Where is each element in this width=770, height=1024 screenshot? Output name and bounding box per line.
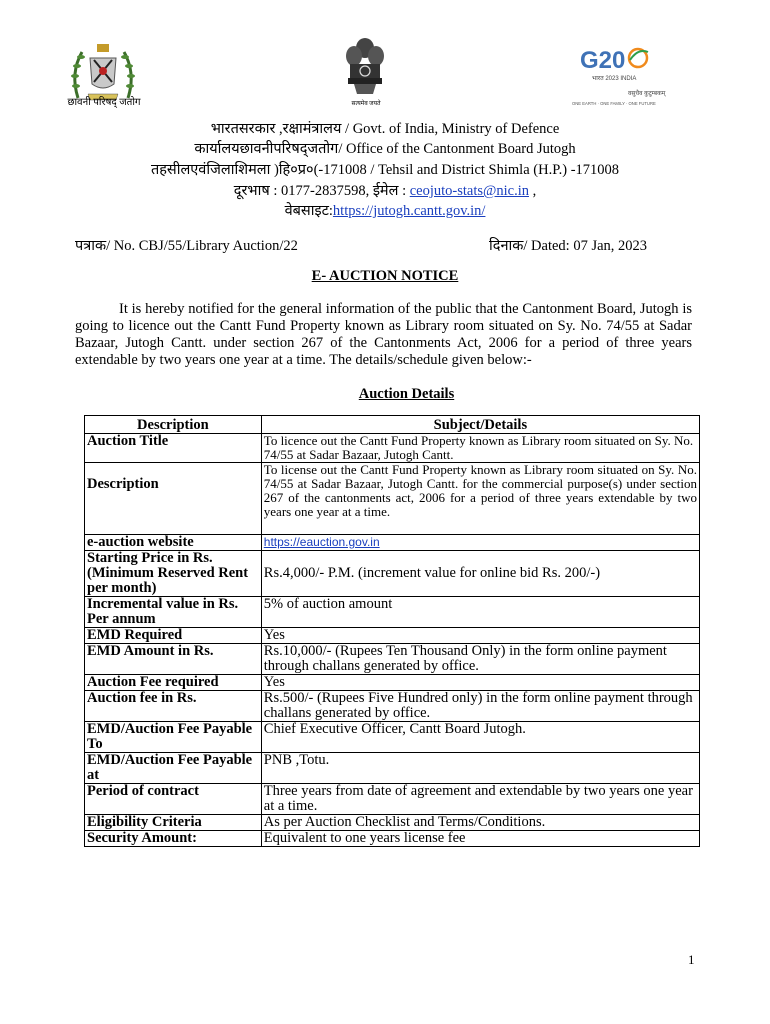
table-header-description: Description (85, 416, 262, 434)
page-number: 1 (688, 952, 695, 967)
intro-paragraph: It is hereby notified for the general information of the public that the Cantonment Board, Jutogh is going to licence out the Cantt Fund Property known as Library room situated on Sy. No. 74/55 at Sadar Bazaar, Jutogh Cantt. under section 267 of the Cantonments Act, 2006 for a period of three years extendable by two years one year at a time. The details/schedule given below:- (75, 301, 692, 368)
header-contact (0, 183, 770, 200)
row-value: To license out the Cantt Fund Property known as Library room situated on Sy. No. 74/55 at Sadar Bazaar, Jutogh Cantt. for the commercial purpose(s) under section 267 of the cantonments act, 2006 for a period of three years extendable by two years one year at a time. (261, 463, 699, 535)
table-row (85, 644, 700, 675)
table-row (85, 434, 700, 463)
g20-logo (570, 38, 685, 110)
g20-text: G20 (580, 47, 626, 74)
row-value (261, 535, 699, 551)
row-value: Three years from date of agreement and extendable by two years one year at a time. (261, 784, 699, 815)
row-value: As per Auction Checklist and Terms/Conditions. (261, 815, 699, 831)
row-value: Rs.500/- (Rupees Five Hundred only) in the form online payment through challans generated by office. (261, 691, 699, 722)
table-row (85, 722, 700, 753)
row-value: Rs.10,000/- (Rupees Ten Thousand Only) in the form online payment through challans generated by office. (261, 644, 699, 675)
row-label: EMD/Auction Fee Payable at (85, 753, 262, 784)
row-value: Yes (261, 675, 699, 691)
row-label: EMD Required (85, 628, 262, 644)
table-row (85, 675, 700, 691)
emblem-caption: सत्यमेव जयते (351, 101, 381, 107)
logo-left-caption: छावनी परिषद् जतोग (67, 97, 141, 108)
row-value: 5% of auction amount (261, 597, 699, 628)
row-label: Incremental value in Rs. Per annum (85, 597, 262, 628)
notice-date: दिनाक/ Dated: 07 Jan, 2023 (489, 238, 648, 254)
header-address: तहसीलएवंजिलाशिमला )हि०प्र०(-171008 / Tehsil and District Shimla (H.P.) -171008 (150, 162, 620, 178)
auction-details-table (84, 415, 700, 847)
eauction-link[interactable]: https://eauction.gov.in (263, 535, 380, 549)
table-row (85, 628, 700, 644)
row-label: Auction fee in Rs. (85, 691, 262, 722)
row-label: EMD Amount in Rs. (85, 644, 262, 675)
table-row (85, 784, 700, 815)
row-label: Description (85, 463, 262, 535)
table-row (85, 753, 700, 784)
g20-sub: भारत 2023 INDIA (592, 76, 637, 82)
row-label: Starting Price in Rs. (Minimum Reserved Rent per month) (85, 551, 262, 597)
row-label: e-auction website (85, 535, 262, 551)
g20-tagline: वसुधैव कुटुम्बकम् (628, 91, 666, 97)
row-label: Auction Fee required (85, 675, 262, 691)
auction-details-title: Auction Details (358, 386, 455, 402)
header-website (0, 203, 770, 220)
table-row (85, 691, 700, 722)
row-value: PNB ,Totu. (261, 753, 699, 784)
g20-tagline-en: ONE EARTH · ONE FAMILY · ONE FUTURE (572, 101, 656, 106)
header-office: कार्यालयछावनीपरिषद्जतोग/ Office of the Cantonment Board Jutogh (194, 141, 576, 157)
row-value: Yes (261, 628, 699, 644)
table-row (85, 535, 700, 551)
table-row (85, 831, 700, 847)
email-link[interactable]: ceojuto-stats@nic.in (409, 183, 529, 199)
row-label: EMD/Auction Fee Payable To (85, 722, 262, 753)
website-link[interactable]: https://jutogh.cantt.gov.in/ (332, 203, 486, 219)
row-label: Security Amount: (85, 831, 262, 847)
table-row (85, 463, 700, 535)
table-header-row (85, 416, 700, 434)
row-value: Equivalent to one years license fee (261, 831, 699, 847)
national-emblem (340, 36, 390, 98)
header-ministry: भारतसरकार ,रक्षामंत्रालय / Govt. of India, Ministry of Defence (210, 121, 560, 137)
reference-number: पत्राक/ No. CBJ/55/Library Auction/22 (75, 238, 298, 254)
contact-suffix: , (528, 183, 537, 199)
row-value: Rs.4,000/- P.M. (increment value for online bid Rs. 200/-) (261, 551, 699, 597)
table-row (85, 597, 700, 628)
row-label: Eligibility Criteria (85, 815, 262, 831)
table-row (85, 551, 700, 597)
website-label: वेबसाइट: (284, 203, 333, 219)
table-row (85, 815, 700, 831)
row-label: Period of contract (85, 784, 262, 815)
row-value: To licence out the Cantt Fund Property known as Library room situated on Sy. No. 74/55 at Sadar Bazaar, Jutogh Cantt. (261, 434, 699, 463)
table-header-subject: Subject/Details (261, 416, 699, 434)
notice-title: E- AUCTION NOTICE (311, 268, 459, 284)
row-label: Auction Title (85, 434, 262, 463)
phone-label: दूरभाष : 0177-2837598, ईमेल : (233, 183, 410, 199)
row-value: Chief Executive Officer, Cantt Board Jutogh. (261, 722, 699, 753)
